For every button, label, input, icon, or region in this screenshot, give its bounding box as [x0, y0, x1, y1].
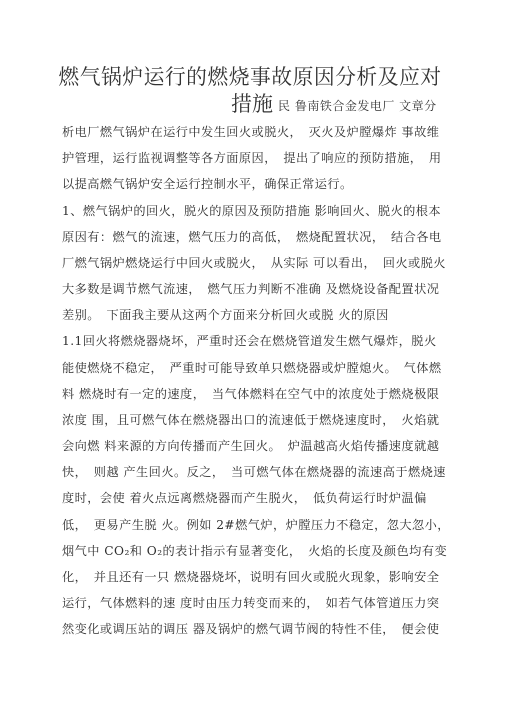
- document-title-continued: 措施: [231, 92, 273, 116]
- body-text-line: 析电厂燃气锅炉在运行中发生回火或脱火， 灭火及炉膛爆炸 事故维: [62, 125, 440, 139]
- body-text-line: 大多数是调节燃气流速， 燃气压力判断不准确 及燃烧设备配置状况: [62, 282, 440, 296]
- body-text-line: 差别。 下面我主要从这两个方面来分析回火或脱 火的原因: [62, 308, 389, 322]
- body-text-line: 浓度 围，且可燃气体在燃烧器出口的流速低于燃烧速度时， 火焰就: [62, 413, 440, 427]
- body-text-line: 运行，气体燃料的速 度时由压力转变而来的， 如若气体管道压力突: [62, 596, 440, 610]
- body-text-line: 1.1回火将燃烧器烧坏，严重时还会在燃烧管道发生燃气爆炸，脱火: [62, 334, 437, 348]
- body-text-line: 以提高燃气锅炉安全运行控制水平，确保正常运行。: [62, 177, 353, 191]
- body-text-line: 化， 并且还有一只 燃烧器烧坏，说明有回火或脱火现象，影响安全: [62, 570, 440, 584]
- body-text-line: 护管理，运行监视调整等各方面原因， 提出了响应的预防措施， 用: [62, 151, 442, 165]
- body-text-line: 原因有：燃气的流速，燃气压力的高低， 燃烧配置状况， 结合各电: [62, 230, 442, 244]
- body-text-line: 会向燃 料来源的方向传播而产生回火。 炉温越高火焰传播速度就越: [62, 439, 440, 453]
- document-byline: 民 鲁南铁合金发电厂 文章分: [278, 99, 437, 113]
- body-text-line: 然变化或调压站的调压 器及锅炉的燃气调节阀的特性不佳， 便会使: [62, 622, 440, 636]
- body-text-line: 度时，会使 着火点远离燃烧器而产生脱火， 低负荷运行时炉温偏: [62, 491, 427, 505]
- body-text-line: 快， 则越 产生回火。反之， 当可燃气体在燃烧器的流速高于燃烧速: [62, 465, 446, 479]
- body-text-line: 低， 更易产生脱 火。例如 2#燃气炉，炉膛压力不稳定，忽大忽小，: [62, 518, 450, 532]
- body-text-line: 料 燃烧时有一定的速度， 当气体燃料在空气中的浓度处于燃烧极限: [62, 387, 440, 401]
- body-text-line: 能使燃烧不稳定， 严重时可能导致单只燃烧器或炉膛熄火。 气体燃: [62, 361, 442, 375]
- body-text-line: 1、燃气锅炉的回火，脱火的原因及预防措施 影响回火、脱火的根本: [62, 204, 442, 218]
- body-text-line: 烟气中 CO₂和 O₂的表计指示有显著变化， 火焰的长度及颜色均有变: [62, 544, 448, 558]
- body-text-line: 厂燃气锅炉燃烧运行中回火或脱火， 从实际 可以看出， 回火或脱火: [62, 256, 446, 270]
- document-title: 燃气锅炉运行的燃烧事故原因分析及应对: [58, 65, 442, 89]
